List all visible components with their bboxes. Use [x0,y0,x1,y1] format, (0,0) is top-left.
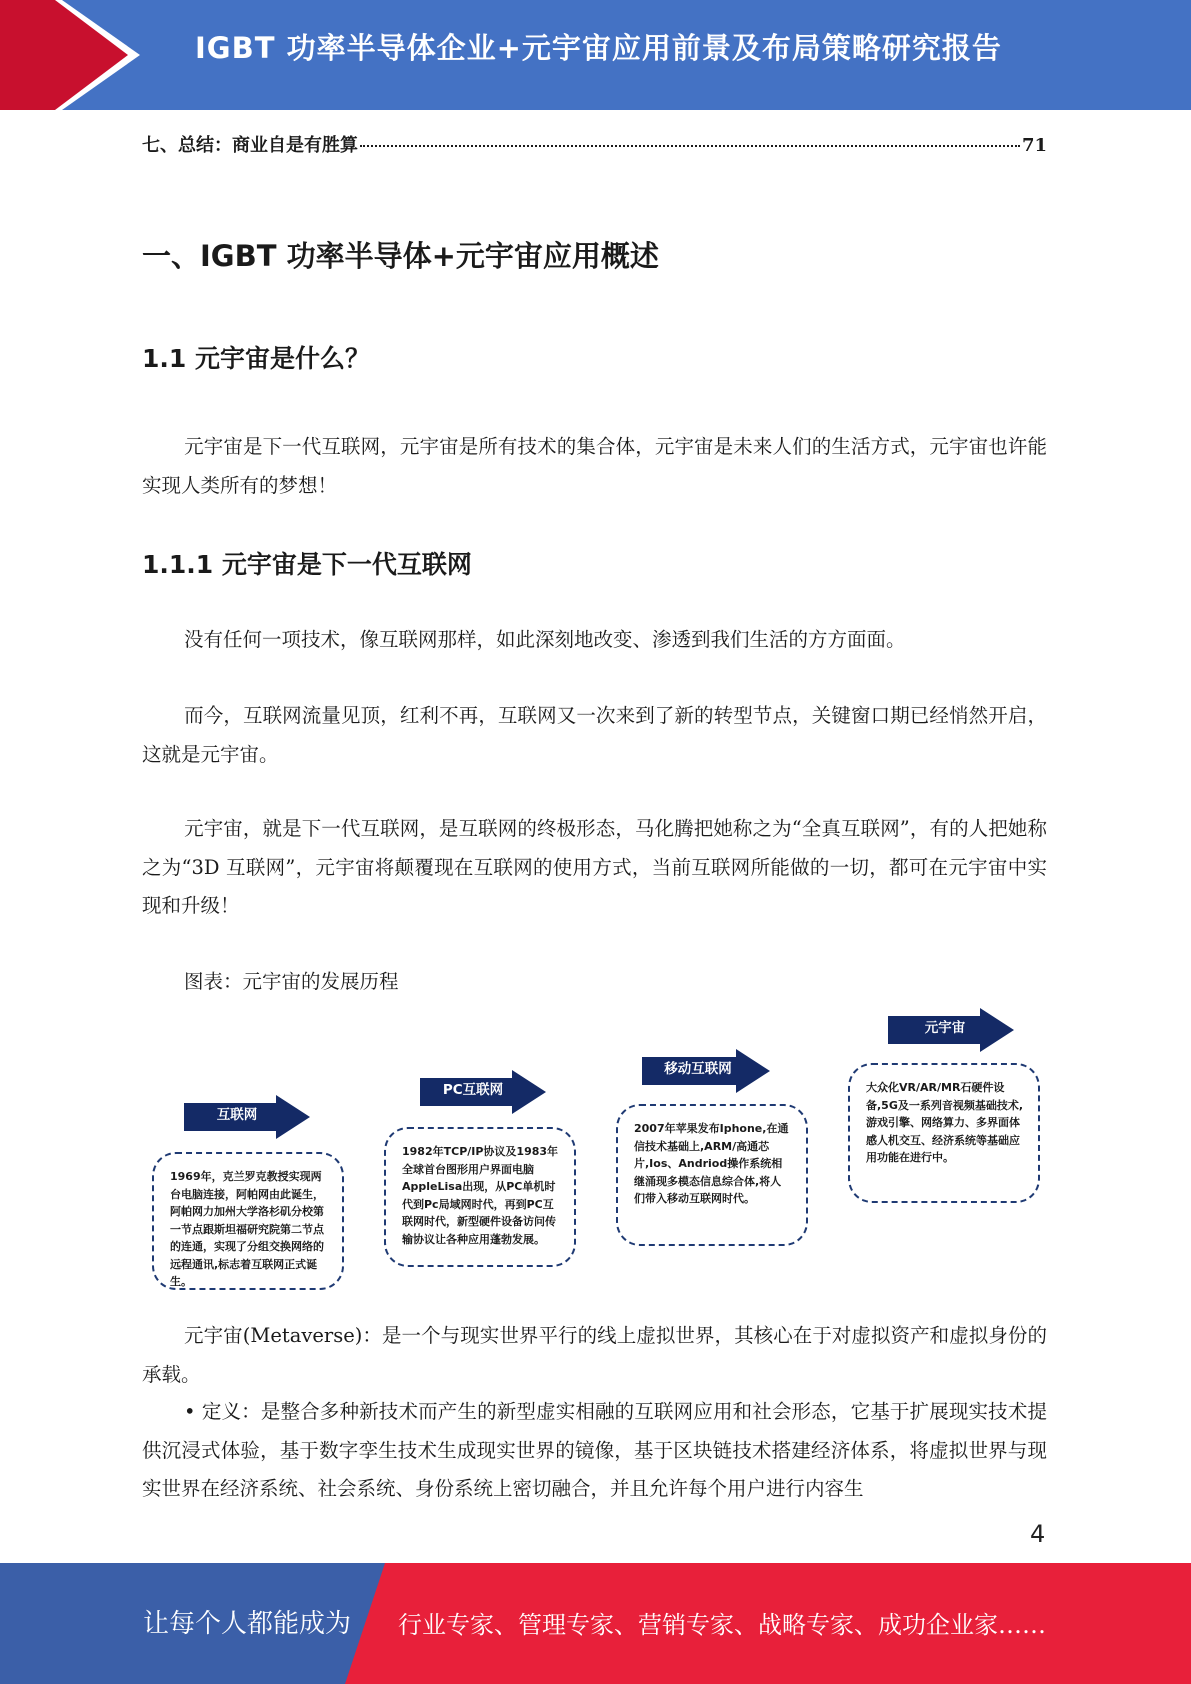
paragraph: • 定义：是整合多种新技术而产生的新型虚实相融的互联网应用和社会形态，它基于扩展现实技术提供沉浸式体验，基于数字孪生技术生成现实世界的镜像，基于区块链技术搭建经济体系，将虚拟世界与现实世界在经济系统、社会系统、身份系统上密切融合，并且允许每个用户进行内容生 [142,1400,1047,1500]
stage-description: 1982年TCP/IP协议及1983年全球首台图形用户界面电脑AppleLisa出现，从PC单机时代到Pc局域网时代，再到PC互联网时代，新型硬件设备访问传输协议让各种应用蓬勃发展。 [384,1127,576,1267]
arrow-right-icon [642,1049,770,1093]
stage-label: 互联网 [216,1107,258,1123]
page-footer [0,1563,1191,1684]
toc-leader-dots [360,145,1020,147]
section-heading-1-1-1: 1.1.1 元宇宙是下一代互联网 [142,550,472,579]
section-heading-1: 一、IGBT 功率半导体+元宇宙应用概述 [142,239,659,273]
arrow-right-icon [184,1095,310,1139]
stage-label: PC互联网 [442,1082,504,1098]
toc-entry-label: 七、总结：商业自是有胜算 [142,135,358,156]
report-title: IGBT 功率半导体企业+元宇宙应用前景及布局策略研究报告 [195,31,1002,65]
stage-label: 移动互联网 [664,1061,732,1077]
header-chevron-decoration [0,0,200,110]
footer-slogan-right: 行业专家、管理专家、营销专家、战略专家、成功企业家…… [398,1611,1046,1639]
paragraph: 没有任何一项技术，像互联网那样，如此深刻地改变、渗透到我们生活的方方面面。 [184,628,906,651]
toc-entry-page: 71 [1021,135,1047,156]
paragraph: 元宇宙(Metaverse)：是一个与现实世界平行的线上虚拟世界，其核心在于对虚拟资产和虚拟身份的承载。 [142,1324,1047,1386]
page-header [0,0,1191,110]
footer-slogan-left: 让每个人都能成为 [143,1609,352,1639]
arrow-right-icon [420,1070,546,1114]
timeline-figure [142,1000,1047,1300]
stage-description: 大众化VR/AR/MR石硬件设备,5G及一系列音视频基础技术,游戏引擎、网络算力、多界面体感人机交互、经济系统等基础应用功能在进行中。 [848,1063,1040,1203]
paragraph: 元宇宙，就是下一代互联网，是互联网的终极形态，马化腾把她称之为“全真互联网”，有的人把她称之为“3D 互联网”，元宇宙将颠覆现在互联网的使用方式，当前互联网所能做的一切，都可在元宇宙中实现和升级！ [142,817,1047,917]
section-heading-1-1: 1.1 元宇宙是什么？ [142,344,370,373]
toc-entry[interactable] [142,131,1047,157]
figure-caption: 图表：元宇宙的发展历程 [184,970,399,993]
stage-description: 1969年，克兰罗克教授实现两台电脑连接，阿帕网由此诞生，阿帕网力加州大学洛杉矶分校第一节点跟斯坦福研究院第二节点的连通，实现了分组交换网络的远程通讯,标志着互联网正式诞生。 [152,1152,344,1290]
stage-label: 元宇宙 [924,1020,966,1036]
stage-description: 2007年苹果发布Iphone,在通信技术基础上,ARM/高通芯片,Ios、Andriod操作系统相继涌现多模态信息综合体,将人们带入移动互联网时代。 [616,1104,808,1246]
paragraph: 而今，互联网流量见顶，红利不再，互联网又一次来到了新的转型节点，关键窗口期已经悄然开启，这就是元宇宙。 [142,704,1047,766]
arrow-right-icon [888,1008,1014,1052]
page-number: 4 [1030,1520,1046,1548]
paragraph: 元宇宙是下一代互联网，元宇宙是所有技术的集合体，元宇宙是未来人们的生活方式，元宇宙也许能实现人类所有的梦想！ [142,435,1047,497]
